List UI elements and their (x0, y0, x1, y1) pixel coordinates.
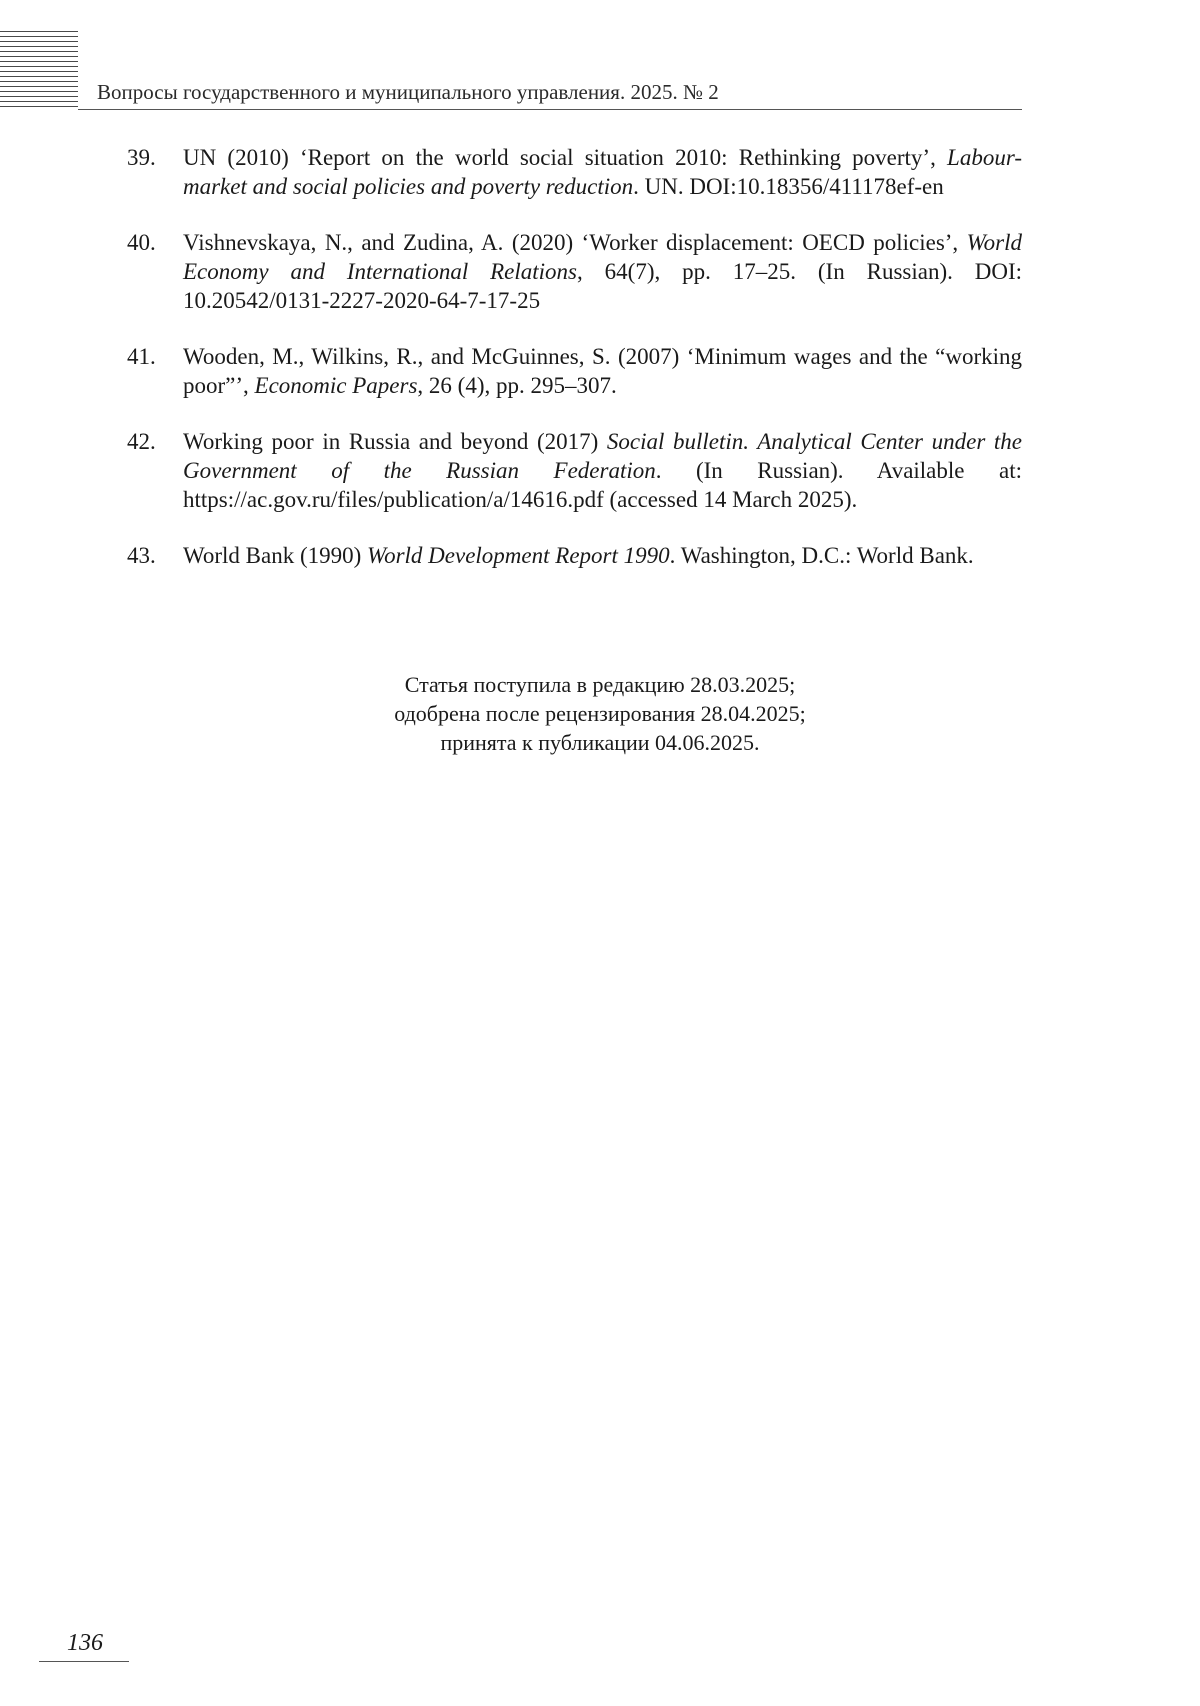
reference-source-title: Labour-market and social policies and poverty reduction (183, 145, 1022, 199)
reference-item (127, 427, 1022, 514)
reference-source-title: Social bulletin. Analytical Center under the Government of the Russian Federation (183, 429, 1022, 483)
reference-number: 43. (127, 543, 156, 568)
reference-source-title: World Development Report 1990 (367, 543, 670, 568)
reference-text (183, 143, 1022, 201)
reference-text-part: , 26 (4), pp. 295–307. (417, 373, 617, 398)
received-date: Статья поступила в редакцию 28.03.2025; (404, 672, 796, 697)
reference-text (183, 427, 1022, 514)
reference-number: 39. (127, 145, 156, 170)
reference-list (127, 143, 1022, 597)
reference-text (183, 541, 1022, 570)
reference-text-part: . (In Russian). Available at: https://ac.gov.ru/files/publication/a/14616.pdf (accessed 14 March 2025). (183, 458, 1022, 512)
reference-item (127, 228, 1022, 315)
reference-number: 40. (127, 230, 156, 255)
reference-text-part: Wooden, M., Wilkins, R., and McGuinnes, S. (2007) ‘Minimum wages and the “working poor”’, (183, 344, 1022, 398)
reference-number: 41. (127, 344, 156, 369)
journal-title: Вопросы государственного и муниципального управления. 2025. № 2 (97, 80, 719, 104)
reference-source-title: Economic Papers (254, 373, 418, 398)
reference-text-part: Working poor in Russia and beyond (2017) (183, 429, 607, 454)
reference-text-part: , 64(7), pp. 17–25. (In Russian). DOI: 10.20542/0131-2227-2020-64-7-17-25 (183, 259, 1023, 313)
header-decorative-lines (0, 31, 78, 111)
reference-item (127, 342, 1022, 400)
reference-text-part: . UN. DOI:10.18356/411178ef-en (633, 174, 944, 199)
reviewed-date: одобрена после рецензирования 28.04.2025; (394, 701, 806, 726)
reference-text-part: Vishnevskaya, N., and Zudina, A. (2020) ‘Worker displacement: OECD policies’, (183, 230, 967, 255)
page-number: 136 (67, 1630, 103, 1656)
reference-text-part: World Bank (1990) (183, 543, 368, 568)
reference-text (183, 228, 1022, 315)
reference-source-title: World Economy and International Relations (183, 230, 1022, 284)
reference-number: 42. (127, 429, 156, 454)
reference-item (127, 143, 1022, 201)
article-dates (0, 670, 1200, 757)
header-divider (78, 109, 1022, 110)
reference-item (127, 541, 1022, 570)
page-number-rule (39, 1661, 129, 1662)
accepted-date: принята к публикации 04.06.2025. (440, 730, 760, 755)
reference-text (183, 342, 1022, 400)
reference-text-part: . Washington, D.C.: World Bank. (669, 543, 974, 568)
reference-text-part: UN (2010) ‘Report on the world social situation 2010: Rethinking poverty’, (183, 145, 948, 170)
